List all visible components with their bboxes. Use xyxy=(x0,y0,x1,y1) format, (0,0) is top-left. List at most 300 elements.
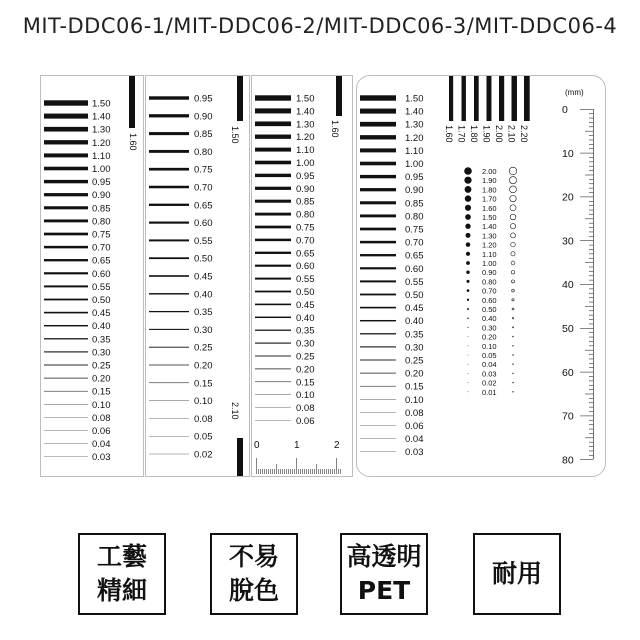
vertical-bar-label: 1.70 xyxy=(456,125,467,143)
gauge-line xyxy=(255,148,291,152)
thickness-label: 0.70 xyxy=(92,242,111,254)
ruler-tick xyxy=(589,188,593,189)
ruler-tick xyxy=(280,469,281,474)
gauge-line xyxy=(255,226,291,229)
ruler-tick xyxy=(589,293,593,294)
thickness-label: 0.75 xyxy=(194,164,213,176)
ruler-tick xyxy=(580,153,593,154)
ruler-tick xyxy=(294,469,295,474)
gauge-line xyxy=(255,317,291,318)
gauge-line xyxy=(44,299,88,301)
thickness-label: 0.75 xyxy=(92,229,111,241)
ruler-tick xyxy=(589,271,593,272)
thickness-label: 0.35 xyxy=(194,307,213,319)
thickness-label: 1.40 xyxy=(405,106,424,118)
ruler-tick xyxy=(332,469,333,474)
ruler-tick xyxy=(288,469,289,474)
gauge-line xyxy=(44,219,88,222)
dot-filled xyxy=(467,289,470,292)
dot-label: 0.02 xyxy=(482,378,497,388)
ruler-tick xyxy=(589,267,593,268)
thickness-label: 0.15 xyxy=(194,378,213,390)
ruler-tick xyxy=(589,289,593,290)
gauge-line xyxy=(360,386,396,387)
gauge-line xyxy=(44,233,88,236)
dot-label: 1.20 xyxy=(482,240,497,250)
dot-filled xyxy=(465,224,470,229)
thickness-label: 0.60 xyxy=(296,261,315,273)
gauge-line xyxy=(360,188,396,191)
line-gauge-2 xyxy=(146,76,249,476)
ruler-label: 0 xyxy=(562,104,568,116)
thickness-label: 0.03 xyxy=(92,452,111,464)
gauge-line xyxy=(360,214,396,217)
thickness-label: 0.95 xyxy=(92,177,111,189)
ruler-tick xyxy=(589,359,593,360)
ruler-tick xyxy=(256,458,257,474)
dot-filled xyxy=(466,252,470,256)
gauge-line xyxy=(360,267,396,269)
thickness-label: 0.06 xyxy=(92,426,111,437)
gauge-line xyxy=(255,291,291,293)
dot-label: 1.60 xyxy=(482,203,497,213)
dot-filled xyxy=(466,242,471,247)
ruler-tick xyxy=(585,438,593,439)
gauge-line xyxy=(44,153,88,157)
thickness-label: 0.08 xyxy=(405,407,424,419)
gauge-line xyxy=(255,174,291,177)
thickness-label: 1.10 xyxy=(92,150,111,162)
dot-outline xyxy=(513,382,514,383)
gauge-line xyxy=(149,222,189,224)
dot-filled xyxy=(468,382,469,383)
dot-outline xyxy=(511,242,516,247)
thickness-label: 0.15 xyxy=(405,381,424,393)
ruler-tick xyxy=(292,469,293,474)
ruler-tick xyxy=(589,429,593,430)
thickness-label: 0.70 xyxy=(296,235,315,247)
badge-no-fade xyxy=(210,533,298,615)
dot-filled xyxy=(464,167,472,175)
ruler-label: 30 xyxy=(562,235,574,248)
ruler-tick xyxy=(589,157,593,158)
thickness-label: 0.85 xyxy=(296,196,315,208)
thickness-label: 0.08 xyxy=(92,412,111,424)
ruler-tick xyxy=(589,319,593,320)
dot-outline xyxy=(509,167,517,175)
ruler-tick xyxy=(580,459,593,460)
thickness-label: 1.20 xyxy=(296,132,315,144)
thickness-label: 1.00 xyxy=(92,164,111,175)
gauge-line xyxy=(360,280,396,282)
ruler-label: 60 xyxy=(562,366,574,379)
line-dot-gauge-4 xyxy=(357,76,605,476)
ruler-label: 1 xyxy=(294,440,300,451)
dot-filled xyxy=(466,280,469,283)
thickness-label: 1.30 xyxy=(405,119,424,131)
thickness-label: 0.20 xyxy=(194,360,213,372)
dot-outline xyxy=(510,195,516,201)
gauge-line xyxy=(255,135,291,139)
ruler-label: 70 xyxy=(562,410,574,423)
line-gauge-1 xyxy=(41,76,143,476)
gauge-line xyxy=(255,187,291,190)
badge-line1: 不易 xyxy=(228,542,279,571)
dot-label: 1.40 xyxy=(482,222,497,232)
gauge-line xyxy=(149,204,189,206)
dot-outline xyxy=(511,261,515,265)
thickness-label: 0.06 xyxy=(405,421,424,432)
ruler-tick xyxy=(258,469,259,474)
ruler-tick xyxy=(310,469,311,474)
thickness-label: 0.90 xyxy=(405,185,424,197)
ruler-tick xyxy=(589,381,593,382)
dot-filled xyxy=(468,345,469,346)
dot-outline xyxy=(509,177,516,184)
dot-outline xyxy=(511,252,515,256)
ruler-tick xyxy=(290,469,291,474)
ruler-tick xyxy=(589,170,593,171)
dot-label: 0.80 xyxy=(482,277,497,287)
ruler-tick xyxy=(282,469,283,474)
thickness-label: 0.50 xyxy=(92,295,111,306)
thickness-label: 0.55 xyxy=(92,281,111,293)
ruler-label: 40 xyxy=(562,279,574,292)
dot-label: 0.01 xyxy=(482,387,497,397)
ruler-tick xyxy=(589,354,593,355)
thickness-label: 0.25 xyxy=(296,351,315,363)
vertical-bar-label: 1.60 xyxy=(330,120,340,138)
thickness-label: 0.80 xyxy=(405,211,424,223)
thickness-label: 0.06 xyxy=(296,416,315,427)
thickness-label: 1.20 xyxy=(405,132,424,144)
ruler-tick xyxy=(306,469,307,474)
gauge-line xyxy=(360,373,396,374)
ruler-tick xyxy=(286,469,287,474)
dot-outline xyxy=(512,317,514,319)
ruler-tick xyxy=(276,464,277,474)
gauge-line xyxy=(44,325,88,326)
gauge-line xyxy=(360,135,396,139)
thickness-label: 0.35 xyxy=(296,325,315,337)
ruler-tick xyxy=(589,144,593,145)
ruler-edge xyxy=(593,109,594,459)
gauge-line xyxy=(149,132,189,135)
thickness-label: 1.30 xyxy=(92,124,111,136)
thickness-label: 0.15 xyxy=(296,377,315,389)
vertical-bar-label: 2.00 xyxy=(494,125,504,143)
thickness-label: 0.10 xyxy=(405,394,424,406)
thickness-label: 1.50 xyxy=(296,93,315,105)
ruler-tick xyxy=(296,458,297,474)
ruler-tick xyxy=(589,223,593,224)
ruler-tick xyxy=(298,469,299,474)
gauge-line xyxy=(255,252,291,254)
dot-outline xyxy=(510,224,515,229)
dot-filled xyxy=(467,327,468,328)
thickness-label: 0.25 xyxy=(194,342,213,354)
dot-outline xyxy=(511,233,516,238)
dot-outline xyxy=(513,391,514,392)
gauge-line xyxy=(360,360,396,361)
thickness-label: 0.55 xyxy=(405,276,424,288)
thickness-label: 0.10 xyxy=(194,396,213,408)
ruler-tick xyxy=(278,469,279,474)
gauge-line xyxy=(149,168,189,171)
thickness-label: 0.45 xyxy=(405,303,424,315)
vertical-bar-label: 2.10 xyxy=(230,402,240,420)
ruler-tick xyxy=(589,407,593,408)
dot-outline xyxy=(511,270,514,273)
dot-filled xyxy=(468,336,469,337)
gauge-line xyxy=(149,150,189,153)
ruler-tick xyxy=(318,469,319,474)
gauge-card-4 xyxy=(356,75,606,477)
vertical-bar-label: 1.60 xyxy=(444,125,454,143)
gauge-line xyxy=(255,382,291,383)
thickness-label: 0.40 xyxy=(405,316,424,328)
ruler-tick xyxy=(304,469,305,474)
gauge-line xyxy=(360,109,396,114)
vertical-bar xyxy=(129,76,135,128)
ruler-tick xyxy=(589,280,593,281)
ruler-tick xyxy=(589,376,593,377)
dot-label: 0.40 xyxy=(482,314,497,324)
vertical-bar xyxy=(449,76,453,121)
gauge-line xyxy=(255,200,291,203)
ruler-tick xyxy=(302,469,303,474)
thickness-label: 1.00 xyxy=(296,158,315,169)
vertical-bar-label: 2.20 xyxy=(519,125,529,143)
thickness-label: 0.75 xyxy=(296,222,315,234)
ruler-tick xyxy=(589,245,593,246)
vertical-bar xyxy=(512,76,517,121)
ruler-tick xyxy=(589,232,593,233)
ruler-tick xyxy=(589,140,593,141)
thickness-label: 0.55 xyxy=(296,274,315,286)
ruler-tick xyxy=(585,306,593,307)
thickness-label: 0.20 xyxy=(405,368,424,380)
ruler-tick xyxy=(589,192,593,193)
vertical-bar-label: 1.60 xyxy=(128,133,138,151)
thickness-label: 0.50 xyxy=(405,290,424,301)
thickness-label: 0.30 xyxy=(194,324,213,336)
gauge-line xyxy=(360,95,396,100)
ruler-tick xyxy=(589,389,593,390)
gauge-card-1 xyxy=(40,75,144,477)
thickness-label: 0.30 xyxy=(92,347,111,359)
badge-line2: 精細 xyxy=(96,576,147,605)
thickness-label: 0.80 xyxy=(296,209,315,221)
dot-label: 0.05 xyxy=(482,351,497,360)
ruler-tick xyxy=(589,227,593,228)
dot-label: 0.60 xyxy=(482,295,497,305)
ruler-tick xyxy=(585,175,593,176)
thickness-label: 0.45 xyxy=(92,308,111,320)
thickness-label: 1.10 xyxy=(405,145,424,157)
dot-filled xyxy=(467,308,469,310)
dot-filled xyxy=(468,373,469,374)
thickness-label: 0.55 xyxy=(194,235,213,247)
ruler-tick xyxy=(336,458,337,474)
ruler-tick xyxy=(589,398,593,399)
gauge-card-2 xyxy=(145,75,250,477)
gauge-line xyxy=(149,96,189,99)
ruler-tick xyxy=(284,469,285,474)
dot-label: 0.90 xyxy=(482,268,497,278)
dot-filled xyxy=(468,364,469,365)
ruler-tick xyxy=(272,469,273,474)
thickness-label: 0.02 xyxy=(194,449,213,461)
dot-outline xyxy=(513,336,514,337)
ruler-tick xyxy=(338,469,339,474)
dot-filled xyxy=(468,391,469,392)
ruler-tick xyxy=(589,302,593,303)
ruler-tick xyxy=(589,275,593,276)
dot-filled xyxy=(465,205,471,211)
ruler-tick xyxy=(589,258,593,259)
ruler-tick xyxy=(589,451,593,452)
ruler-tick xyxy=(324,469,325,474)
gauge-line xyxy=(255,213,291,216)
thickness-label: 0.03 xyxy=(405,447,424,459)
dot-filled xyxy=(467,317,469,319)
ruler-tick xyxy=(589,127,593,128)
thickness-label: 0.95 xyxy=(405,172,424,184)
thickness-label: 0.04 xyxy=(405,434,424,446)
thickness-label: 0.10 xyxy=(92,399,111,411)
gauge-line xyxy=(149,275,189,277)
dot-label: 0.10 xyxy=(482,341,497,351)
dot-label: 1.50 xyxy=(482,213,497,222)
vertical-bar xyxy=(474,76,479,121)
gauge-line xyxy=(360,122,396,127)
vertical-bar-label: 1.80 xyxy=(469,125,479,143)
ruler-tick xyxy=(589,118,593,119)
dot-filled xyxy=(468,355,469,356)
dot-outline xyxy=(511,280,514,283)
ruler-tick xyxy=(589,205,593,206)
ruler-label: 2 xyxy=(334,440,340,451)
vertical-bar xyxy=(237,438,243,476)
gauge-line xyxy=(255,356,291,357)
thickness-label: 0.60 xyxy=(92,268,111,280)
gauge-line xyxy=(44,365,88,366)
ruler-tick xyxy=(268,469,269,474)
thickness-label: 0.20 xyxy=(296,364,315,376)
ruler-label: 80 xyxy=(562,454,574,467)
gauge-line xyxy=(44,272,88,274)
ruler-tick xyxy=(320,469,321,474)
gauge-line xyxy=(255,343,291,344)
gauge-line xyxy=(44,391,88,392)
thickness-label: 0.35 xyxy=(405,329,424,341)
thickness-label: 0.40 xyxy=(92,321,111,333)
thickness-label: 1.50 xyxy=(92,98,111,110)
ruler-tick xyxy=(589,411,593,412)
badge-high-transparency-pet xyxy=(340,533,428,615)
thickness-label: 0.20 xyxy=(92,373,111,385)
thickness-label: 1.00 xyxy=(405,159,424,170)
thickness-label: 0.90 xyxy=(92,190,111,202)
ruler-tick xyxy=(580,109,593,110)
dot-label: 0.30 xyxy=(482,323,497,333)
badge-line2: PET xyxy=(357,576,411,605)
ruler-tick xyxy=(580,240,593,241)
gauge-line xyxy=(255,330,291,331)
ruler-tick xyxy=(585,394,593,395)
product-models-title: MIT-DDC06-1/MIT-DDC06-2/MIT-DDC06-3/MIT-DDC06-4 xyxy=(22,14,618,38)
gauge-line xyxy=(255,161,291,165)
ruler-tick xyxy=(326,469,327,474)
ruler-label: 0 xyxy=(254,440,260,451)
thickness-label: 0.70 xyxy=(405,237,424,249)
gauge-line xyxy=(149,239,189,241)
gauge-line xyxy=(360,254,396,256)
thickness-label: 0.25 xyxy=(92,360,111,372)
dot-outline xyxy=(510,186,517,193)
gauge-line xyxy=(255,108,291,113)
dot-filled xyxy=(465,195,471,201)
gauge-line xyxy=(255,239,291,242)
vertical-bar-label: 1.50 xyxy=(230,126,240,144)
ruler-tick xyxy=(580,284,593,285)
dot-filled xyxy=(466,261,470,265)
badge-line2: 脫色 xyxy=(228,576,279,605)
gauge-card-3 xyxy=(251,75,353,477)
ruler-tick xyxy=(312,469,313,474)
thickness-label: 0.85 xyxy=(194,129,213,141)
ruler-tick xyxy=(589,385,593,386)
dot-outline xyxy=(510,205,516,211)
thickness-label: 0.90 xyxy=(296,183,315,195)
dot-outline xyxy=(512,308,514,310)
thickness-label: 0.45 xyxy=(296,299,315,311)
gauge-line xyxy=(360,307,396,309)
ruler-tick xyxy=(589,420,593,421)
thickness-label: 0.80 xyxy=(92,216,111,228)
thickness-label: 0.85 xyxy=(405,198,424,210)
thickness-label: 0.08 xyxy=(296,403,315,415)
thickness-label: 0.30 xyxy=(405,342,424,354)
ruler-tick xyxy=(264,469,265,474)
dot-outline xyxy=(513,355,514,356)
thickness-label: 0.50 xyxy=(194,253,213,265)
ruler-tick xyxy=(589,210,593,211)
gauge-line xyxy=(360,320,396,321)
thickness-label: 1.10 xyxy=(296,145,315,157)
gauge-line xyxy=(360,333,396,334)
gauge-line xyxy=(44,114,88,119)
dot-outline xyxy=(513,364,514,365)
thickness-label: 1.50 xyxy=(405,93,424,105)
dot-label: 1.80 xyxy=(482,185,497,195)
ruler-tick xyxy=(585,131,593,132)
ruler-unit-label: (mm) xyxy=(565,88,584,97)
ruler-tick xyxy=(316,464,317,474)
ruler-tick xyxy=(314,469,315,474)
ruler-tick xyxy=(589,402,593,403)
ruler-tick xyxy=(589,236,593,237)
ruler-tick xyxy=(589,162,593,163)
ruler-tick xyxy=(589,315,593,316)
thickness-label: 0.75 xyxy=(405,224,424,236)
thickness-label: 0.95 xyxy=(194,93,213,105)
thickness-label: 1.20 xyxy=(92,137,111,149)
ruler-tick xyxy=(580,416,593,417)
gauge-line xyxy=(149,257,189,259)
gauge-line xyxy=(44,167,88,171)
